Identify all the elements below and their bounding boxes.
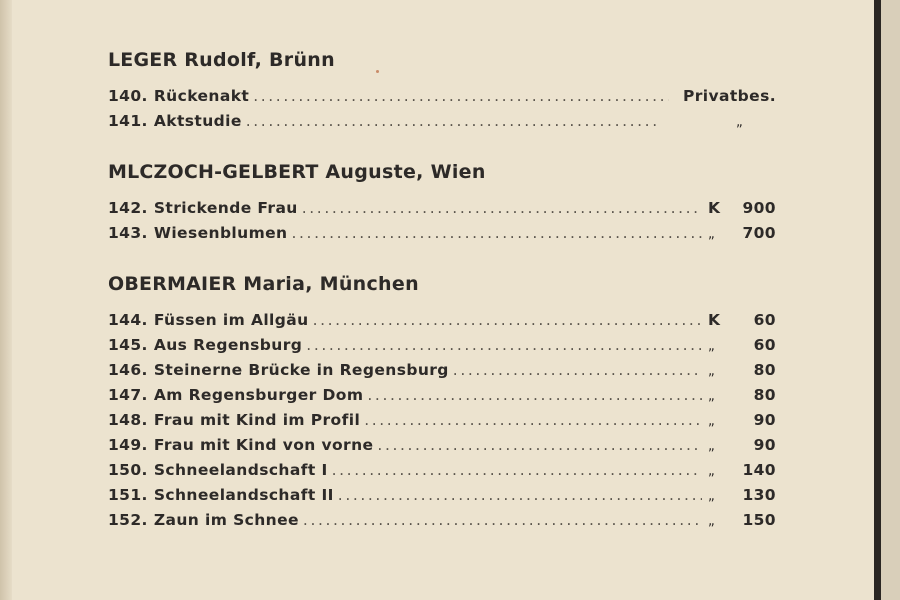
catalog-entry [108, 383, 776, 408]
artist-section-obermaier [108, 270, 776, 533]
artist-surname: MLCZOCH-GELBERT [108, 161, 319, 183]
artist-heading [108, 270, 776, 300]
entry-title: Schneelandschaft I [153, 461, 328, 479]
entry-title: Frau mit Kind von vorne [153, 436, 374, 454]
entry-number: 142. [108, 199, 148, 217]
artist-details: Rudolf, Brünn [184, 49, 335, 71]
entry-number: 150. [108, 461, 148, 479]
dot-leader [373, 433, 702, 458]
artist-heading [108, 46, 776, 76]
entry-price: 60 [753, 336, 776, 354]
entry-currency-ditto: „ [708, 364, 716, 379]
dot-leader [287, 221, 702, 246]
entry-price: 900 [742, 199, 776, 217]
entry-title: Zaun im Schnee [153, 511, 299, 529]
catalog-entry [108, 84, 776, 109]
entry-title: Schneelandschaft II [153, 486, 334, 504]
entry-title: Rückenakt [153, 87, 250, 105]
entry-price: 140 [742, 461, 776, 479]
dot-leader [328, 458, 702, 483]
catalog-list [108, 46, 776, 557]
catalog-entry [108, 458, 776, 483]
entry-number: 145. [108, 336, 148, 354]
catalog-entry [108, 196, 776, 221]
entry-number: 152. [108, 511, 148, 529]
dot-leader [242, 109, 660, 134]
entry-number: 141. [108, 112, 148, 130]
entry-title: Aktstudie [153, 112, 242, 130]
dot-leader [298, 196, 702, 221]
artist-surname: OBERMAIER [108, 273, 237, 295]
entry-currency-ditto: „ [708, 389, 716, 404]
entry-price: 150 [742, 511, 776, 529]
entry-number: 149. [108, 436, 148, 454]
dot-leader [302, 333, 702, 358]
entry-number: 140. [108, 87, 148, 105]
catalog-entry [108, 483, 776, 508]
catalog-entry [108, 433, 776, 458]
entry-price: 90 [753, 411, 776, 429]
catalog-entry [108, 333, 776, 358]
entry-title: Frau mit Kind im Profil [153, 411, 361, 429]
entry-number: 148. [108, 411, 148, 429]
entry-title: Wiesenblumen [153, 224, 288, 242]
catalog-entry [108, 308, 776, 333]
entry-title: Am Regensburger Dom [153, 386, 364, 404]
artist-surname: LEGER [108, 49, 178, 71]
catalog-entry [108, 508, 776, 533]
dot-leader [309, 308, 702, 333]
entry-price: 60 [753, 311, 776, 329]
entry-number: 151. [108, 486, 148, 504]
artist-details: Auguste, Wien [325, 161, 486, 183]
dot-leader [249, 84, 669, 109]
catalog-entry [108, 109, 776, 134]
entry-title: Strickende Frau [153, 199, 298, 217]
entry-currency-ditto: „ [708, 464, 716, 479]
entry-number: 143. [108, 224, 148, 242]
entry-title: Füssen im Allgäu [153, 311, 309, 329]
page-gutter [0, 0, 12, 600]
entry-number: 146. [108, 361, 148, 379]
dot-leader [299, 508, 702, 533]
entry-currency-ditto: „ [708, 514, 716, 529]
entry-owner: Privatbes. [682, 87, 776, 105]
entry-currency-ditto: „ [708, 439, 716, 454]
catalog-entry [108, 358, 776, 383]
entry-currency-ditto: „ [708, 339, 716, 354]
page-edge-strip [881, 0, 900, 600]
dot-leader [449, 358, 702, 383]
entry-owner-ditto: „ [736, 115, 744, 130]
entry-price: 80 [753, 361, 776, 379]
entry-number: 147. [108, 386, 148, 404]
artist-section-leger [108, 46, 776, 134]
entry-price: 130 [742, 486, 776, 504]
entry-currency-ditto: „ [708, 414, 716, 429]
entry-currency: K [708, 199, 721, 217]
dot-leader [360, 408, 702, 433]
entry-price: 80 [753, 386, 776, 404]
entry-currency-ditto: „ [708, 489, 716, 504]
dot-leader [334, 483, 702, 508]
entry-currency: K [708, 311, 721, 329]
catalog-entry [108, 221, 776, 246]
entry-title: Aus Regensburg [153, 336, 303, 354]
entry-number: 144. [108, 311, 148, 329]
entry-price: 700 [742, 224, 776, 242]
entry-currency-ditto: „ [708, 227, 716, 242]
artist-heading [108, 158, 776, 188]
entry-title: Steinerne Brücke in Regensburg [153, 361, 449, 379]
dot-leader [363, 383, 702, 408]
catalog-entry [108, 408, 776, 433]
page-edge-rule [874, 0, 881, 600]
artist-details: Maria, München [243, 273, 419, 295]
entry-price: 90 [753, 436, 776, 454]
artist-section-mlczoch-gelbert [108, 158, 776, 246]
